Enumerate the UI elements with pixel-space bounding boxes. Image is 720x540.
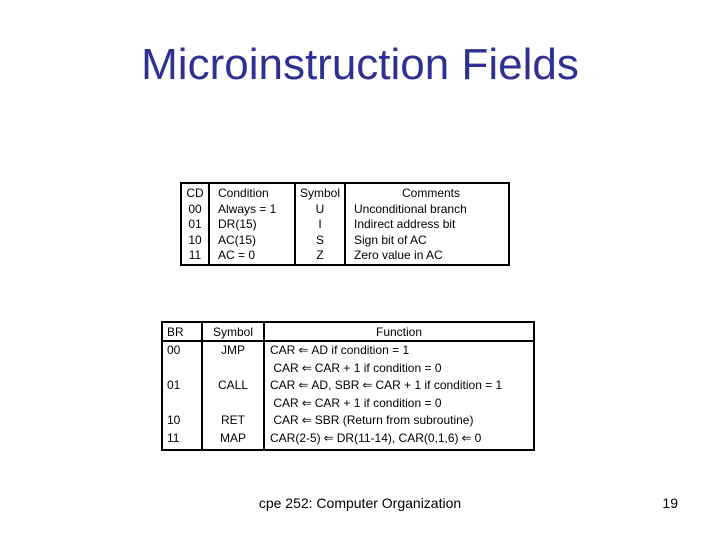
left-arrow-icon: ⇐ [461, 430, 472, 445]
cd-column [181, 183, 209, 265]
header-symbol: Symbol [299, 186, 340, 200]
br-symbol-value: MAP [219, 430, 246, 445]
cd-value: 11 [188, 248, 202, 262]
slide-title: Microinstruction Fields [141, 40, 579, 89]
comments-column [345, 183, 509, 265]
br-symbol-value: CALL [217, 378, 249, 393]
left-arrow-icon: ⇐ [298, 343, 309, 357]
header-br-symbol: Symbol [202, 322, 264, 341]
header-br: BR [162, 322, 202, 341]
left-arrow-icon: ⇐ [298, 378, 309, 393]
condition-value: AC(15) [218, 232, 257, 247]
condition-column [209, 183, 295, 265]
header-function: Function [264, 322, 534, 341]
function-line: CAR ⇐ SBR (Return from subroutine) [270, 412, 533, 430]
comment-value: Sign bit of AC [354, 232, 427, 247]
footer-course: cpe 252: Computer Organization [258, 495, 462, 511]
function-line: CAR ⇐ CAR + 1 if condition = 0 [270, 360, 533, 378]
function-line: CAR ⇐ CAR + 1 if condition = 0 [270, 395, 533, 413]
comment-value: Indirect address bit [354, 217, 456, 231]
header-condition: Condition [218, 186, 269, 200]
branch-table [161, 321, 535, 451]
header-cd: CD [186, 186, 204, 200]
symbol-value: U [315, 201, 325, 216]
condition-value: DR(15) [218, 217, 257, 231]
symbol-value: Z [316, 248, 324, 262]
br-symbol-column [202, 341, 264, 450]
br-symbol-value: JMP [221, 343, 245, 357]
left-arrow-icon: ⇐ [323, 430, 334, 445]
br-cell-column [162, 341, 202, 450]
comment-value: Unconditional branch [354, 201, 467, 216]
br-value: 10 [167, 413, 181, 428]
br-value: 00 [167, 343, 181, 357]
br-value: 11 [167, 430, 180, 445]
left-arrow-icon: ⇐ [362, 378, 373, 393]
left-arrow-icon: ⇐ [301, 360, 312, 375]
function-line: CAR ⇐ AD, SBR ⇐ CAR + 1 if condition = 1 [270, 377, 533, 395]
symbol-column [295, 183, 345, 265]
cd-value: 10 [188, 232, 202, 247]
cd-value: 00 [188, 201, 202, 216]
function-line: CAR(2-5) ⇐ DR(11-14), CAR(0,1,6) ⇐ 0 [270, 430, 533, 448]
symbol-value: S [315, 232, 324, 247]
left-arrow-icon: ⇐ [301, 395, 312, 410]
symbol-value: I [318, 217, 322, 231]
br-symbol-value: RET [221, 413, 245, 428]
page-number: 19 [662, 495, 678, 511]
cd-value: 01 [188, 217, 202, 231]
condition-value: AC = 0 [218, 248, 256, 262]
condition-value: Always = 1 [218, 201, 277, 216]
function-line: CAR ⇐ AD if condition = 1 [270, 342, 533, 360]
header-comments: Comments [401, 186, 460, 200]
left-arrow-icon: ⇐ [301, 413, 312, 428]
comment-value: Zero value in AC [354, 248, 443, 262]
condition-table [180, 182, 510, 266]
br-value: 01 [167, 378, 181, 393]
function-column [264, 341, 534, 450]
